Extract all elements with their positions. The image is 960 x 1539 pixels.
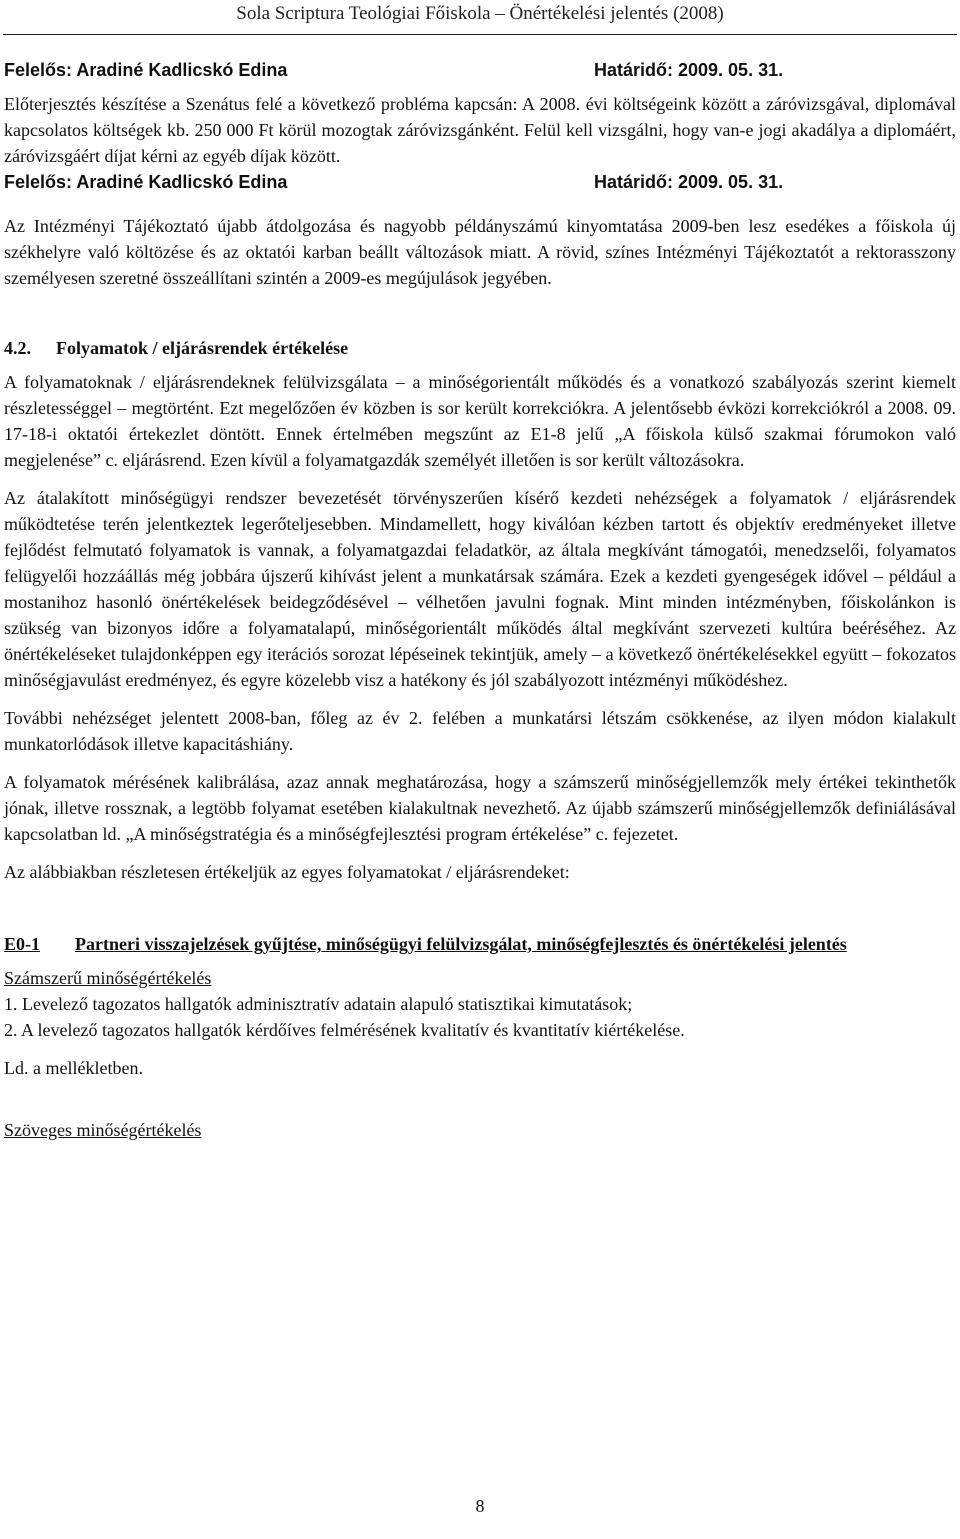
header-divider bbox=[3, 34, 957, 35]
section-heading bbox=[4, 335, 956, 361]
paragraph-intro: Az alábbiakban részletesen értékeljük az egyes folyamatokat / eljárásrendeket: bbox=[4, 862, 570, 882]
quantitative-heading: Számszerű minőségértékelés bbox=[4, 968, 212, 988]
paragraph-review: A folyamatoknak / eljárásrendeknek felülvizsgálata – a minőségorientált működés és a vonatkozó szabályozás szerint kiemelt részletességgel – megtörtént. Ezt megelőzően év közben is sor került korrekciókra. A jelentősebb évközi korrekciókról a 2008. 09. 17-18-i oktatói értekezlet döntött. Ennek értelmében megszűnt az E1-8 jelű „A főiskola külső szakmai fórumokon való megjelenése” c. eljárásrend. Ezen kívül a folyamatgazdák személyét illetően is sor került változásokra. bbox=[4, 372, 956, 470]
paragraph-brochure: Az Intézményi Tájékoztató újabb átdolgozása és nagyobb példányszámú kinyomtatása 2009-ben lesz esedékes a főiskola új székhelyre való költözése és az oktatói karban beállt változások miatt. A rövid, színes Intézményi Tájékoztatót a rektorasszony személyesen szeretné összeállítani szintén a 2009-es megújulások jegyében. bbox=[4, 216, 956, 288]
process-code: E0-1 bbox=[4, 934, 40, 954]
responsible-line-2 bbox=[4, 169, 956, 195]
paragraph-difficulties: Az átalakított minőségügyi rendszer bevezetését törvényszerűen kísérő kezdeti nehézségek a folyamatok / eljárásrendek működtetése terén jelentkeztek legerőteljesebben. Mindamellett, hogy kiválóan kézben tartott és objektív eredményeket illetve fejlődést felmutató folyamatok is vannak, a folyamatgazdai feladatkör, az általa megkívánt támogatói, menedzselői, folyamatos felügyelői hozzáállás még jobbára újszerű kihívást jelent a munkatársak számára. Ezek a kezdeti gyengeségek idővel – például a mostanihoz hasonló önértékelések beidegződésével – vélhetően javulni fognak. Mint minden intézményben, főiskolánkon is szükség van bizonyos időre a folyamatalapú, minőségorientált működés által megkívánt szervezeti kultúra beéréséhez. Az önértékeléseket tulajdonképpen egy iterációs sorozat lépéseinek tekintjük, amely – a következő önértékelésekkel együtt – fokozatos minőségjavulást eredményez, és egyre közelebb visz a hatékony és jól szabályozott intézményi működéshez. bbox=[4, 488, 956, 690]
deadline: Határidő: 2009. 05. 31. bbox=[594, 60, 784, 80]
attachment-note: Ld. a mellékletben. bbox=[4, 1058, 143, 1078]
section-number: 4.2. bbox=[4, 338, 31, 358]
page-number: 8 bbox=[475, 1496, 485, 1516]
process-heading-e01 bbox=[4, 931, 956, 957]
responsible-person: Felelős: Aradiné Kadlicskó Edina bbox=[4, 172, 288, 192]
quantitative-item-2: 2. A levelező tagozatos hallgatók kérdőíves felmérésének kvalitatív és kvantitatív kiértékelése. bbox=[4, 1020, 685, 1040]
process-title: Partneri visszajelzések gyűjtése, minőségügyi felülvizsgálat, minőségfejlesztés és önértékelési jelentés bbox=[75, 934, 847, 954]
paragraph-staff: További nehézséget jelentett 2008-ban, főleg az év 2. felében a munkatársi létszám csökkenése, az ilyen módon kialakult munkatorlódások illetve kapacitáshiány. bbox=[4, 708, 956, 754]
quantitative-item-1: 1. Levelező tagozatos hallgatók adminisztratív adatain alapuló statisztikai kimutatások; bbox=[4, 994, 633, 1014]
responsible-line-1 bbox=[4, 57, 956, 83]
deadline: Határidő: 2009. 05. 31. bbox=[594, 172, 784, 192]
paragraph-calibration: A folyamatok mérésének kalibrálása, azaz annak meghatározása, hogy a számszerű minőségjellemzők mely értékei tekinthetők jónak, illetve rossznak, a legtöbb folyamat esetében kialakultnak nevezhető. Az újabb számszerű minőségjellemzők definiálásával kapcsolatban ld. „A minőségstratégia és a minőségfejlesztési program értékelése” c. fejezetet. bbox=[4, 772, 956, 844]
page-content bbox=[4, 57, 956, 1143]
running-header: Sola Scriptura Teológiai Főiskola – Önértékelési jelentés (2008) bbox=[236, 3, 724, 24]
responsible-person: Felelős: Aradiné Kadlicskó Edina bbox=[4, 60, 288, 80]
paragraph-proposal: Előterjesztés készítése a Szenátus felé a következő probléma kapcsán: A 2008. évi költségeink között a záróvizsgával, diplomával kapcsolatos költségek kb. 250 000 Ft körül mozogtak záróvizsgánként. Felül kell vizsgálni, hogy van-e jogi akadálya a diplomáért, záróvizsgáért díjat kérni az egyéb díjak között. bbox=[4, 94, 956, 166]
section-title: Folyamatok / eljárásrendek értékelése bbox=[56, 338, 349, 358]
qualitative-heading: Szöveges minőségértékelés bbox=[4, 1120, 202, 1140]
